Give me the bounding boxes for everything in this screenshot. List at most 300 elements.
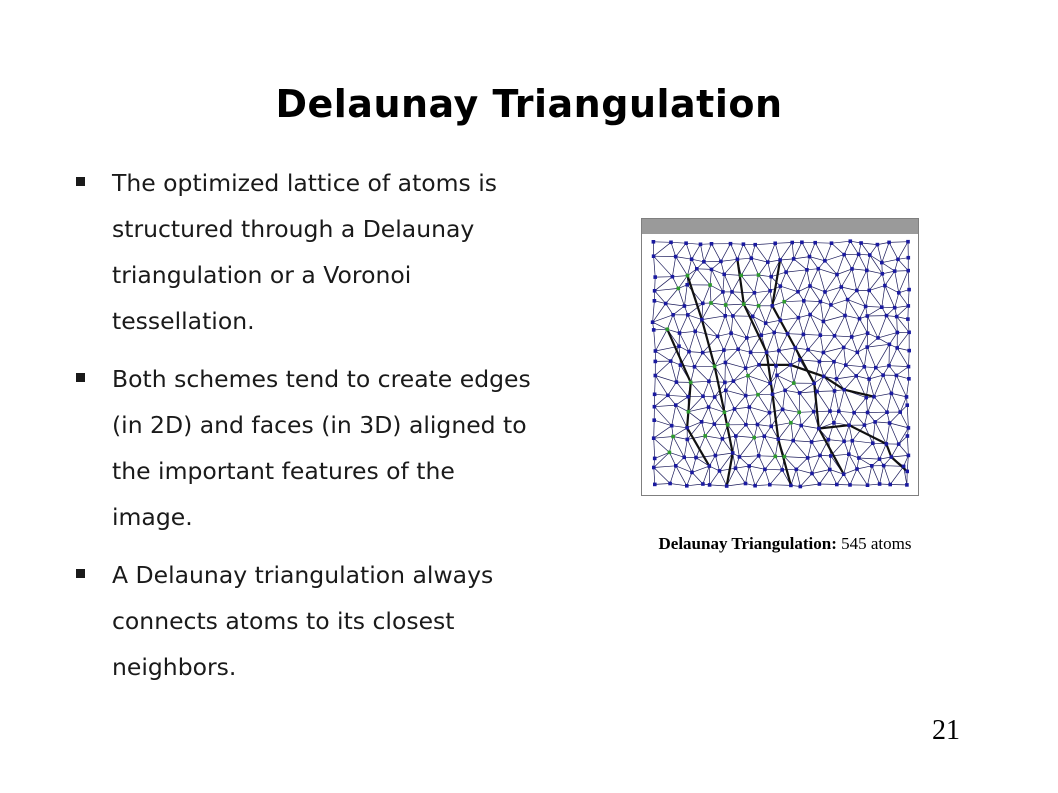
atom-marker [652,436,656,440]
mesh-edge [867,307,882,316]
mesh-edge [869,274,882,291]
atom-marker [768,382,772,386]
mesh-edge [686,243,700,244]
atom-marker [779,318,783,322]
mesh-edge [852,254,859,269]
mesh-edge [746,376,748,396]
mesh-edge [751,258,758,275]
mesh-edge [908,271,909,290]
mesh-edge [825,243,832,261]
mesh-edge [852,441,859,458]
mesh-edge [891,444,898,457]
atom-marker [797,411,801,415]
atom-marker [716,335,720,339]
atom-marker [873,420,877,424]
mesh-edge [793,441,808,458]
mesh-edge [820,335,834,336]
mesh-edge [774,332,779,350]
mesh-edge [770,485,791,486]
mesh-edge [844,347,846,365]
bullet-text: Both schemes tend to create edges (in 2D) and faces (in 3D) aligned to the important features of the image. [112,365,531,531]
mesh-edge [726,390,735,409]
mesh-edge [852,269,867,271]
atom-marker [677,287,681,291]
mesh-edge [798,301,803,318]
atom-marker [749,351,753,355]
atom-marker [882,464,886,468]
atom-marker [907,365,911,369]
atom-marker [744,423,748,427]
atom-marker [722,348,726,352]
mesh-edge [770,277,771,291]
mesh-edge [654,426,672,439]
mesh-edge [857,466,872,469]
mesh-edge [727,484,746,487]
atom-marker [876,336,880,340]
atom-marker [832,360,836,364]
atom-marker [652,418,656,422]
atom-marker [842,346,846,350]
mesh-edge [807,257,810,270]
mesh-edge [801,412,814,426]
atom-marker [687,350,691,354]
atom-marker [808,313,812,317]
mesh-edge [897,348,908,367]
atom-marker [653,483,657,487]
mesh-edge [800,383,815,393]
mesh-edge [882,286,885,308]
atom-marker [756,423,760,427]
atom-marker [782,300,786,304]
atom-marker [699,243,703,247]
mesh-edge [845,316,852,337]
mesh-edge [771,423,791,427]
mesh-edge [866,290,870,306]
mesh-edge [861,243,877,245]
mesh-edge [688,276,702,320]
mesh-edge [725,316,731,333]
mesh-edge [830,456,831,470]
mesh-edge [819,484,836,485]
atom-marker [721,437,725,441]
mesh-edge [688,412,701,422]
mesh-edge [691,367,695,383]
mesh-edge [820,455,830,469]
mesh-edge [767,351,779,353]
atom-marker [747,464,751,468]
atom-marker [808,255,812,259]
atom-marker [726,423,730,427]
atom-marker [842,440,846,444]
atom-marker [907,288,911,292]
mesh-edge [841,269,852,287]
mesh-edge [896,375,909,378]
mesh-edge [784,301,804,302]
atom-marker [693,330,697,334]
mesh-edge [864,367,869,379]
mesh-edge [715,453,732,456]
atom-marker [744,482,748,486]
atom-marker [822,320,826,324]
mesh-edge [703,350,724,353]
mesh-edge [755,485,770,486]
mesh-edge [687,428,709,466]
mesh-edge [695,367,709,381]
mesh-edge [823,305,831,322]
atom-marker [799,485,803,489]
atom-marker [757,304,761,308]
mesh-edge [864,413,867,426]
mesh-edge [746,425,754,438]
atom-marker [822,351,826,355]
mesh-edge [907,436,908,455]
mesh-edge [866,306,882,307]
atom-marker [722,273,726,277]
bullet-list [70,160,540,702]
mesh-edge [899,271,908,293]
mesh-edge [852,441,873,444]
mesh-edge [808,442,812,458]
mesh-edge [746,352,751,368]
mesh-edge [837,365,846,379]
mesh-edge [736,436,740,457]
atom-marker [654,374,658,378]
atom-marker [890,455,894,459]
mesh-edge [883,375,891,393]
mesh-edge [654,466,676,468]
atom-marker [686,438,690,442]
mesh-edge [780,286,784,302]
mesh-edge [718,316,726,337]
page-number: 21 [932,715,960,746]
atom-marker [700,420,704,424]
mesh-edge [759,456,776,457]
atom-marker [701,351,705,355]
atom-marker [835,273,839,277]
mesh-edge [669,437,673,453]
atom-marker [813,241,817,245]
mesh-edge [667,315,673,330]
atom-marker [687,410,691,414]
mesh-edge [676,466,687,486]
atom-marker [734,434,738,438]
atom-marker [868,253,872,257]
atom-marker [881,373,885,377]
mesh-edge [782,469,796,470]
mesh-edge [866,398,867,413]
mesh-edge [759,306,766,323]
atom-marker [863,365,867,369]
atom-marker [893,269,897,273]
mesh-edge [655,484,670,485]
mesh-edge [780,272,786,286]
atom-marker [858,317,862,321]
mesh-edge [882,259,898,262]
mesh-edge [844,454,849,474]
atom-marker [729,331,733,335]
mesh-edge [775,439,778,456]
mesh-edge [895,293,899,308]
atom-marker [777,437,781,441]
mesh-edge [702,303,711,320]
atom-marker [689,381,693,385]
atom-marker [855,467,859,471]
mesh-edge [692,259,704,262]
mesh-edge [828,440,844,442]
atom-marker [669,359,673,363]
mesh-edge [653,242,671,243]
mesh-edge [655,351,670,361]
mesh-edge [654,437,673,439]
bullet-item [70,160,540,344]
mesh-edge [676,257,688,276]
atom-marker [896,331,900,335]
atom-marker [907,377,911,381]
atom-marker [857,253,861,257]
atom-marker [842,253,846,257]
mesh-edge [655,376,656,395]
mesh-edge [680,331,696,333]
mesh-edge [799,412,801,425]
atom-marker [733,407,737,411]
mesh-edge [819,411,830,428]
mesh-edge [764,436,778,439]
mesh-edge [654,405,675,407]
mesh-edge [857,270,867,290]
mesh-edge [785,390,800,393]
mesh-edge [739,456,758,457]
atom-marker [769,425,773,429]
mesh-edge [765,456,775,469]
mesh-edge [689,352,703,353]
atom-marker [844,363,848,367]
atom-marker [674,255,678,259]
mesh-edge [770,470,782,485]
atom-marker [829,303,833,307]
atom-marker [808,284,812,288]
atom-marker [701,302,705,306]
mesh-edge [844,255,852,269]
mesh-edge [825,275,837,292]
atom-marker [828,468,832,472]
mesh-edge [726,390,746,395]
mesh-edge [859,254,867,270]
mesh-edge [739,438,754,457]
mesh-edge [779,351,791,365]
mesh-edge [810,315,820,336]
mesh-edge [803,334,820,335]
atom-marker [897,291,901,295]
mesh-edge [672,405,676,426]
atom-marker [732,379,736,383]
figure-caption [590,534,980,554]
mesh-edge [854,413,864,425]
mesh-edge [796,469,800,486]
atom-marker [753,291,757,295]
mesh-edge [777,365,791,375]
mesh-edge [725,349,738,362]
atom-marker [885,314,889,318]
mesh-edge [795,334,803,348]
mesh-edge [654,468,670,484]
mesh-edge [703,381,709,396]
mesh-edge [775,243,780,260]
atom-marker [789,484,793,488]
mesh-edge [670,466,676,484]
atom-marker [773,242,777,246]
mesh-edge [654,242,671,256]
mesh-edge [654,438,655,458]
mesh-edge [788,318,799,334]
mesh-edge [800,393,814,412]
mesh-edge [897,317,898,333]
mesh-edge [726,304,744,305]
atom-marker [819,300,823,304]
atom-marker [867,377,871,381]
atom-marker [764,321,768,325]
mesh-edge [852,269,857,291]
mesh-edge [852,333,868,337]
mesh-edge [737,244,743,259]
mesh-edge [804,301,810,315]
mesh-edge [758,394,773,395]
atom-marker [678,331,682,335]
mesh-edge [724,333,731,350]
mesh-edge [701,244,704,261]
atom-marker [778,258,782,262]
mesh-edge [710,285,711,303]
atom-marker [812,382,816,386]
atom-marker [779,284,783,288]
atom-marker [682,456,686,460]
mesh-edge [766,306,773,323]
mesh-edge [702,422,715,424]
mesh-edge [655,452,670,458]
atom-marker [796,290,800,294]
mesh-edge [671,242,686,243]
mesh-edge [835,316,846,336]
mesh-edge [754,425,757,438]
mesh-edge [761,332,774,335]
mesh-edge [676,243,686,256]
mesh-edge [679,333,680,346]
atom-marker [768,411,772,415]
mesh-edge [714,424,727,425]
mesh-edge [849,413,854,426]
mesh-edge [784,292,798,302]
mesh-edge [802,242,810,256]
mesh-edge [783,390,786,409]
atom-marker [789,421,793,425]
atom-marker [849,239,853,243]
mesh-edge [668,382,677,395]
mesh-edge [835,391,839,411]
mesh-edge [886,444,891,457]
mesh-edge [828,423,834,440]
mesh-edges [653,241,910,486]
atom-marker [902,465,906,469]
mesh-edge [691,381,709,382]
mesh-edge [655,277,656,291]
atom-marker [783,389,787,393]
atom-marker [880,261,884,265]
atom-marker [818,482,822,486]
atom-marker [819,333,823,337]
mesh-edge [867,347,876,368]
mesh-edge [786,270,807,272]
mesh-edge [882,307,895,308]
atom-marker [864,305,868,309]
mesh-edge [907,379,909,397]
mesh-edge [654,420,655,438]
mesh-edge [687,382,691,427]
mesh-edge [655,329,667,351]
mesh-edge [788,334,804,335]
mesh-edge [747,338,751,352]
square-bullet-icon [76,177,85,186]
atom-marker [847,452,851,456]
mesh-edge [878,316,887,338]
mesh-edge [778,439,791,485]
mesh-edge [728,409,735,425]
mesh-edge [755,469,765,485]
bullet-text: A Delaunay triangulation always connects atoms to its closest neighbors. [112,561,494,681]
atom-marker [757,363,761,367]
mesh-edge [684,457,692,472]
mesh-edge [779,334,788,351]
mesh-edge [859,458,880,459]
atom-marker [854,374,858,378]
mesh-edge [670,484,687,486]
atom-marker [865,345,869,349]
atom-marker [690,257,694,261]
mesh-edge [709,407,715,424]
atom-marker [675,380,679,384]
atom-marker [731,314,735,318]
mesh-edge [907,405,908,428]
mesh-edge [666,304,685,307]
mesh-edge [714,424,722,439]
mesh-edge [844,241,850,254]
atom-marker [723,410,727,414]
mesh-edge [794,242,802,259]
mesh-edge [738,349,746,368]
mesh-edge [672,426,687,428]
mesh-edge [897,332,909,348]
mesh-edge [705,436,715,456]
atom-marker [742,242,746,246]
atom-marker [701,394,705,398]
mesh-edge [815,243,831,244]
mesh-edge [801,426,811,442]
mesh-edge [723,274,724,292]
mesh-edge [705,436,722,439]
mesh-edge [779,348,795,351]
mesh-edge [720,471,727,486]
atom-marker [856,351,860,355]
mesh-edge [867,255,870,270]
mesh-edge [887,393,891,412]
mesh-edge [689,331,695,351]
mesh-edge [759,275,772,277]
mesh-edge [723,292,726,305]
atom-marker [789,363,793,367]
mesh-edge [889,348,897,366]
atom-marker [905,395,909,399]
atom-marker [840,285,844,289]
atom-marker [835,377,839,381]
mesh-edge [653,304,666,323]
